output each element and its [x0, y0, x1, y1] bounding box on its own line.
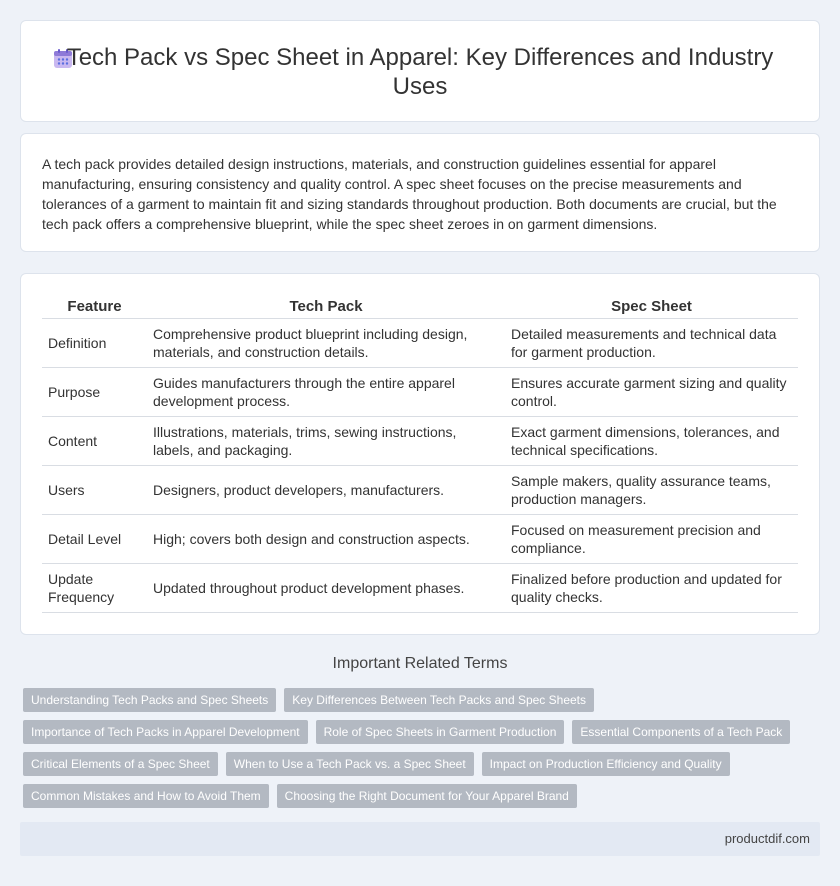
- table-row: [42, 465, 798, 514]
- footer: [20, 822, 820, 856]
- related-term-link[interactable]: Choosing the Right Document for Your Apparel Brand: [277, 784, 577, 808]
- feature-cell: Update Frequency: [42, 563, 147, 612]
- related-term-link[interactable]: When to Use a Tech Pack vs. a Spec Sheet: [226, 752, 474, 776]
- spec-sheet-cell: Finalized before production and updated for quality checks.: [505, 563, 798, 612]
- table-row: [42, 318, 798, 367]
- page-title: Tech Pack vs Spec Sheet in Apparel: Key Differences and Industry Uses: [66, 44, 774, 100]
- related-term-link[interactable]: Essential Components of a Tech Pack: [572, 720, 790, 744]
- tag-row: [23, 784, 813, 816]
- spec-sheet-cell: Detailed measurements and technical data for garment production.: [505, 318, 798, 367]
- tech-pack-cell: Illustrations, materials, trims, sewing instructions, labels, and packaging.: [147, 416, 505, 465]
- tech-pack-cell: Updated throughout product development phases.: [147, 563, 505, 612]
- intro-card: [20, 133, 820, 252]
- header-tech-pack: Tech Pack: [147, 296, 505, 318]
- header-card: [20, 20, 820, 122]
- related-term-link[interactable]: Importance of Tech Packs in Apparel Development: [23, 720, 308, 744]
- feature-cell: Users: [42, 465, 147, 514]
- header-feature: Feature: [42, 296, 147, 318]
- tech-pack-cell: Comprehensive product blueprint including design, materials, and construction details.: [147, 318, 505, 367]
- table-row: [42, 416, 798, 465]
- table-header-row: [42, 296, 798, 318]
- feature-cell: Purpose: [42, 367, 147, 416]
- header-spec-sheet: Spec Sheet: [505, 296, 798, 318]
- table-row: [42, 367, 798, 416]
- related-term-link[interactable]: Understanding Tech Packs and Spec Sheets: [23, 688, 276, 712]
- spec-sheet-cell: Exact garment dimensions, tolerances, and technical specifications.: [505, 416, 798, 465]
- related-term-link[interactable]: Key Differences Between Tech Packs and Spec Sheets: [284, 688, 594, 712]
- feature-cell: Content: [42, 416, 147, 465]
- tech-pack-cell: Guides manufacturers through the entire apparel development process.: [147, 367, 505, 416]
- feature-cell: Detail Level: [42, 514, 147, 563]
- tech-pack-cell: High; covers both design and construction aspects.: [147, 514, 505, 563]
- footer-site-name: productdif.com: [724, 831, 810, 846]
- related-terms-title: Important Related Terms: [332, 655, 508, 672]
- related-term-link[interactable]: Common Mistakes and How to Avoid Them: [23, 784, 269, 808]
- spec-sheet-cell: Ensures accurate garment sizing and quality control.: [505, 367, 798, 416]
- related-term-link[interactable]: Impact on Production Efficiency and Quality: [482, 752, 730, 776]
- table-row: [42, 563, 798, 612]
- comparison-table: [42, 296, 798, 613]
- spec-sheet-cell: Sample makers, quality assurance teams, production managers.: [505, 465, 798, 514]
- intro-text: A tech pack provides detailed design instructions, materials, and construction guidelines essential for apparel manufacturing, ensuring consistency and quality control. A spec sheet focuses on the precise measurements and tolerances of a garment to maintain fit and sizing standards throughout production. Both documents are crucial, but the tech pack offers a comprehensive blueprint, while the spec sheet zeroes in on garment dimensions.: [42, 156, 777, 232]
- tag-row: [23, 688, 813, 720]
- related-terms-list: [23, 688, 813, 816]
- comparison-card: [20, 273, 820, 635]
- tag-row: [23, 752, 813, 784]
- tag-row: [23, 720, 813, 752]
- related-term-link[interactable]: Role of Spec Sheets in Garment Production: [316, 720, 565, 744]
- spec-sheet-cell: Focused on measurement precision and compliance.: [505, 514, 798, 563]
- related-term-link[interactable]: Critical Elements of a Spec Sheet: [23, 752, 218, 776]
- tech-pack-cell: Designers, product developers, manufacturers.: [147, 465, 505, 514]
- table-row: [42, 514, 798, 563]
- feature-cell: Definition: [42, 318, 147, 367]
